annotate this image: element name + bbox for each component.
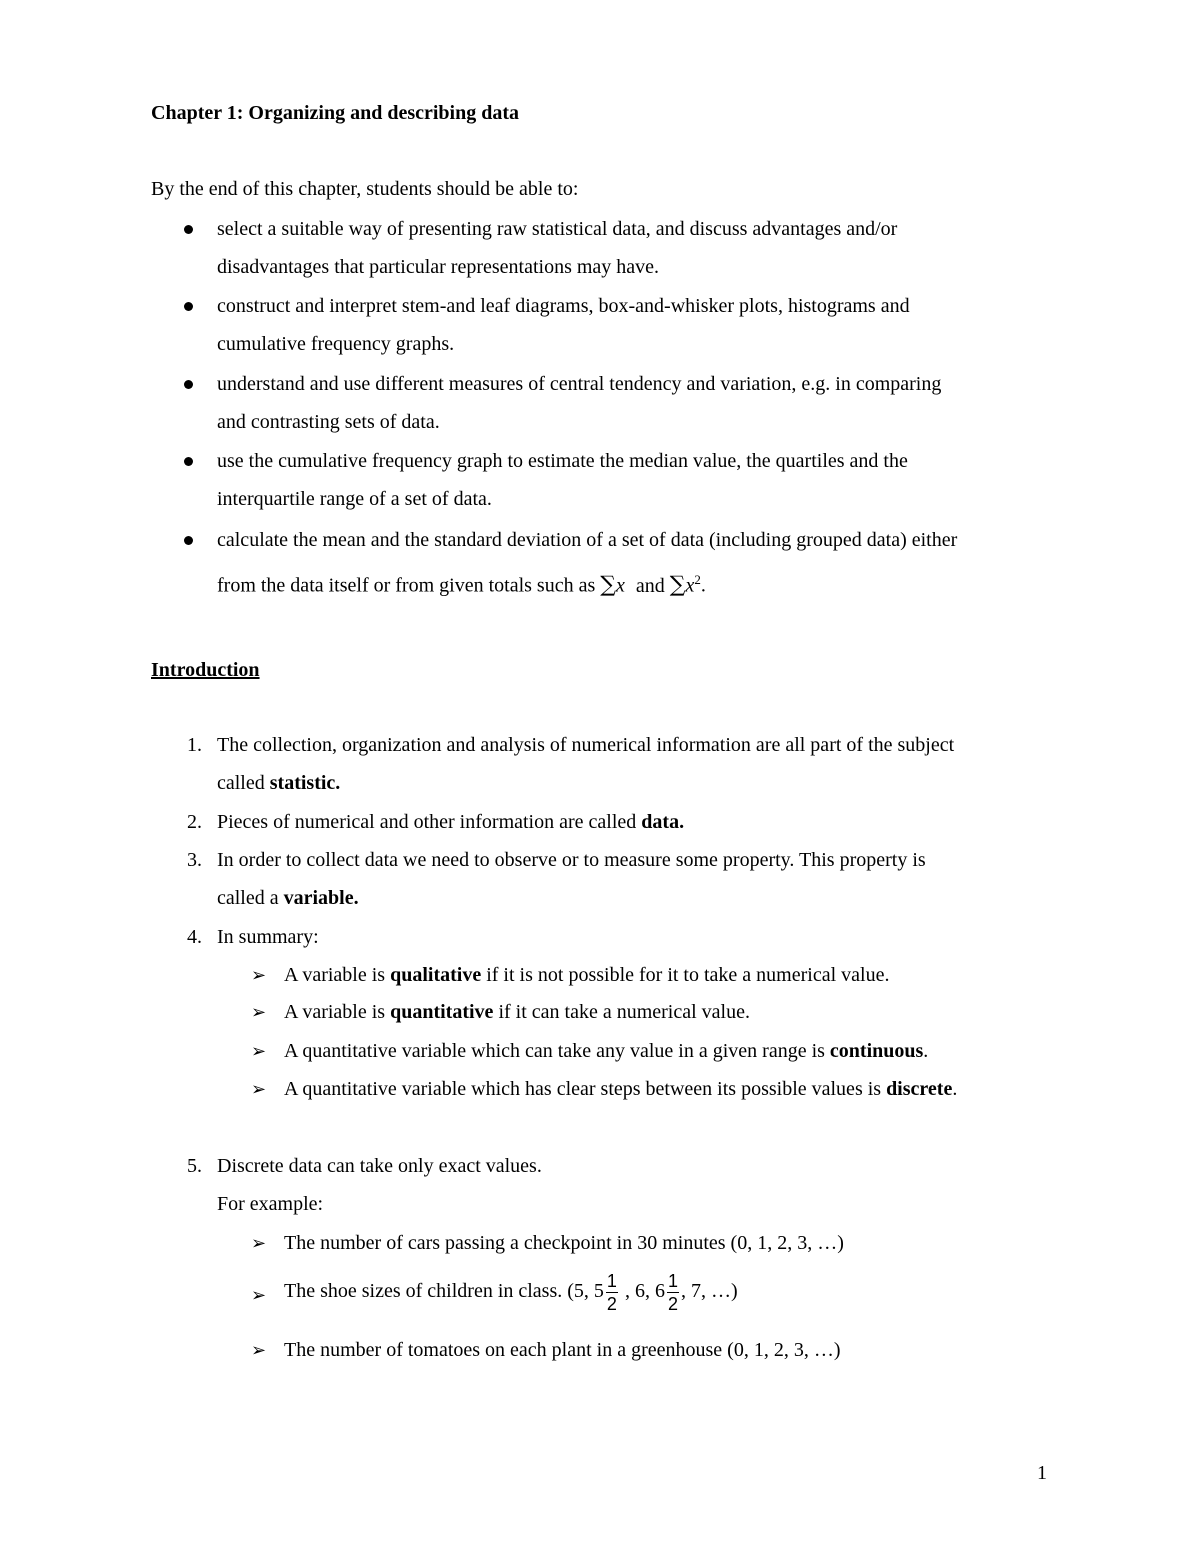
- objective-1-line1: select a suitable way of presenting raw statistical data, and discuss advantages and/or: [217, 218, 898, 240]
- objective-2-line1: construct and interpret stem-and leaf diagrams, box-and-whisker plots, histograms and: [217, 295, 910, 317]
- introduction-heading: Introduction: [151, 659, 260, 681]
- variable-x: x: [685, 574, 695, 597]
- arrow-bullet-icon: ➢: [251, 1285, 267, 1306]
- item-1-line1: The collection, organization and analysis of numerical information are all part of the subject: [217, 734, 955, 756]
- arrow-bullet-icon: ➢: [251, 1233, 267, 1254]
- objective-3-line1: understand and use different measures of central tendency and variation, e.g. in comparing: [217, 373, 942, 395]
- item-3-text: called a: [217, 887, 284, 909]
- example-shoe-sizes: The shoe sizes of children in class. (5, 5 $\frac{1}{2}$ , 6, 6 $\frac{1}{2}$ , 7, …): [284, 1271, 738, 1314]
- objective-5-text: from the data itself or from given totals such as: [217, 574, 596, 597]
- item-number: 3.: [187, 849, 202, 871]
- arrow-bullet-icon: ➢: [251, 965, 267, 986]
- item-3-line1: In order to collect data we need to observe or to measure some property. This property is: [217, 849, 926, 871]
- term-data: data.: [641, 811, 685, 833]
- summary-quantitative: A variable is quantitative if it can take a numerical value.: [284, 1001, 750, 1023]
- objective-5-line1: calculate the mean and the standard deviation of a set of data (including grouped data) either: [217, 529, 958, 551]
- exponent-two: 2: [694, 572, 701, 587]
- item-number: 4.: [187, 926, 202, 948]
- for-example-label: For example:: [217, 1193, 324, 1215]
- bullet-icon: [184, 380, 193, 389]
- item-1-line2: [217, 772, 340, 795]
- item-number: 2.: [187, 811, 202, 833]
- example-tomatoes: The number of tomatoes on each plant in a greenhouse (0, 1, 2, 3, …): [284, 1339, 841, 1361]
- item-number: 5.: [187, 1155, 202, 1177]
- item-5: Discrete data can take only exact values.: [217, 1155, 542, 1177]
- chapter-title: Chapter 1: Organizing and describing data: [151, 102, 519, 124]
- fraction-one-half: $\frac{1}{2}$: [667, 1271, 678, 1314]
- bullet-icon: [184, 302, 193, 311]
- bullet-icon: [184, 457, 193, 466]
- and-word: and: [635, 574, 665, 597]
- arrow-bullet-icon: ➢: [251, 1340, 267, 1361]
- arrow-bullet-icon: ➢: [251, 1002, 267, 1023]
- objective-2-line2: cumulative frequency graphs.: [217, 333, 455, 355]
- bullet-icon: [184, 225, 193, 234]
- example-cars: The number of cars passing a checkpoint in 30 minutes (0, 1, 2, 3, …): [284, 1232, 844, 1254]
- term-statistic: statistic.: [269, 772, 341, 794]
- arrow-bullet-icon: ➢: [251, 1041, 267, 1062]
- item-2: [217, 811, 684, 834]
- arrow-bullet-icon: ➢: [251, 1079, 267, 1100]
- objectives-intro: By the end of this chapter, students should be able to:: [151, 178, 579, 200]
- summary-continuous: A quantitative variable which can take any value in a given range is continuous.: [284, 1040, 929, 1062]
- fraction-one-half: $\frac{1}{2}$: [606, 1271, 617, 1314]
- term-variable: variable.: [283, 887, 359, 909]
- item-3-line2: [217, 887, 359, 910]
- objective-4-line2: interquartile range of a set of data.: [217, 488, 492, 510]
- objective-3-line2: and contrasting sets of data.: [217, 411, 440, 433]
- summary-discrete: A quantitative variable which has clear steps between its possible values is discrete.: [284, 1078, 958, 1100]
- page-number: 1: [1037, 1462, 1047, 1484]
- item-number: 1.: [187, 734, 202, 756]
- period: .: [700, 574, 706, 597]
- objective-4-line1: use the cumulative frequency graph to estimate the median value, the quartiles and the: [217, 450, 908, 472]
- objective-1-line2: disadvantages that particular representations may have.: [217, 256, 660, 278]
- item-4: In summary:: [217, 926, 319, 948]
- bullet-icon: [184, 536, 193, 545]
- item-1-text: called: [217, 772, 270, 794]
- item-2-text: Pieces of numerical and other information are called: [217, 811, 642, 833]
- sum-sigma-symbol: ∑: [600, 572, 616, 598]
- sum-sigma-symbol: ∑: [669, 572, 686, 598]
- summary-qualitative: A variable is qualitative if it is not possible for it to take a numerical value.: [284, 964, 890, 986]
- variable-x: x: [615, 574, 625, 597]
- objective-5-line2: [217, 572, 706, 598]
